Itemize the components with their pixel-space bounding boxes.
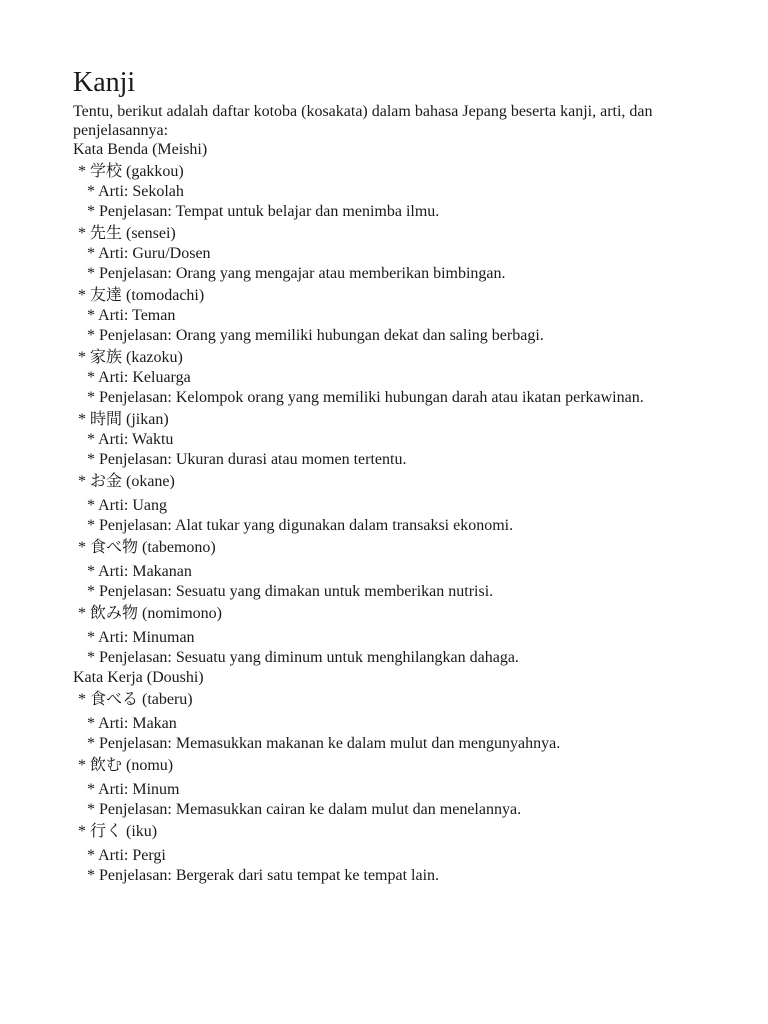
kanji-word: * 行く (iku) (78, 823, 158, 840)
kanji-word: * お金 (okane) (78, 473, 175, 490)
kanji-word: * 友達 (tomodachi) (78, 287, 205, 304)
word-meaning: * Arti: Makanan (87, 563, 192, 580)
intro-paragraph: Tentu, berikut adalah daftar kotoba (kosakata) dalam bahasa Jepang beserta kanji, arti, dan penjelasannya: (73, 103, 653, 139)
section-nouns (73, 140, 713, 668)
list-item (73, 410, 713, 470)
word-explanation: * Penjelasan: Kelompok orang yang memiliki hubungan darah atau ikatan perkawinan. (87, 389, 644, 406)
word-meaning: * Arti: Sekolah (87, 183, 184, 200)
kanji-word: * 飲む (nomu) (78, 757, 174, 774)
document-page (73, 66, 713, 886)
kanji-word: * 学校 (gakkou) (78, 163, 184, 180)
word-meaning: * Arti: Uang (87, 497, 167, 514)
word-explanation: * Penjelasan: Orang yang memiliki hubungan dekat dan saling berbagi. (87, 327, 544, 344)
kanji-word: * 家族 (kazoku) (78, 349, 183, 366)
kanji-word: * 時間 (jikan) (78, 411, 169, 428)
word-meaning: * Arti: Minuman (87, 629, 195, 646)
list-item (73, 472, 713, 536)
section-verbs (73, 668, 713, 886)
word-meaning: * Arti: Pergi (87, 847, 166, 864)
word-meaning: * Arti: Keluarga (87, 369, 191, 386)
word-meaning: * Arti: Guru/Dosen (87, 245, 211, 262)
list-item (73, 604, 713, 668)
word-explanation: * Penjelasan: Sesuatu yang diminum untuk menghilangkan dahaga. (87, 649, 519, 666)
list-item (73, 286, 713, 346)
list-item (73, 538, 713, 602)
kanji-word: * 食べ物 (tabemono) (78, 539, 216, 556)
section-heading: Kata Kerja (Doushi) (73, 669, 204, 686)
word-explanation: * Penjelasan: Ukuran durasi atau momen tertentu. (87, 451, 407, 468)
kanji-word: * 食べる (taberu) (78, 691, 193, 708)
list-item (73, 224, 713, 284)
kanji-word: * 先生 (sensei) (78, 225, 176, 242)
word-meaning: * Arti: Waktu (87, 431, 174, 448)
word-meaning: * Arti: Makan (87, 715, 177, 732)
section-heading: Kata Benda (Meishi) (73, 141, 208, 158)
list-item (73, 822, 713, 886)
word-meaning: * Arti: Teman (87, 307, 176, 324)
list-item (73, 348, 713, 408)
word-explanation: * Penjelasan: Orang yang mengajar atau memberikan bimbingan. (87, 265, 506, 282)
list-item (73, 690, 713, 754)
word-explanation: * Penjelasan: Memasukkan cairan ke dalam mulut dan menelannya. (87, 801, 522, 818)
kanji-word: * 飲み物 (nomimono) (78, 605, 222, 622)
page-title: Kanji (73, 67, 136, 98)
word-explanation: * Penjelasan: Bergerak dari satu tempat ke tempat lain. (87, 867, 440, 884)
list-item (73, 756, 713, 820)
word-explanation: * Penjelasan: Sesuatu yang dimakan untuk memberikan nutrisi. (87, 583, 494, 600)
word-meaning: * Arti: Minum (87, 781, 180, 798)
word-explanation: * Penjelasan: Tempat untuk belajar dan menimba ilmu. (87, 203, 440, 220)
word-explanation: * Penjelasan: Alat tukar yang digunakan dalam transaksi ekonomi. (87, 517, 514, 534)
word-explanation: * Penjelasan: Memasukkan makanan ke dalam mulut dan mengunyahnya. (87, 735, 561, 752)
list-item (73, 162, 713, 222)
